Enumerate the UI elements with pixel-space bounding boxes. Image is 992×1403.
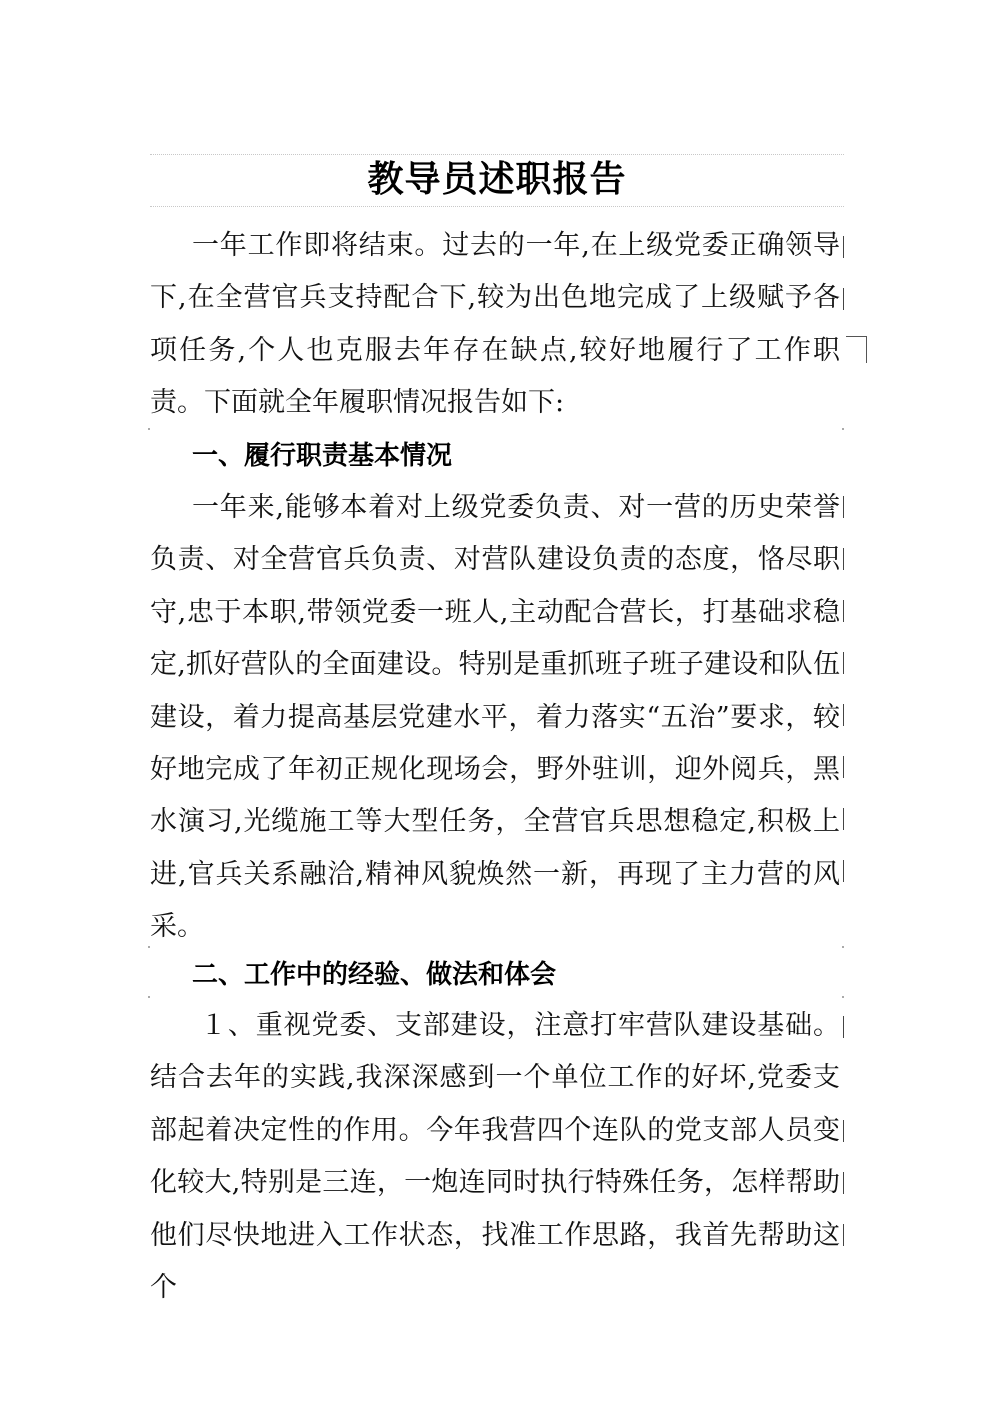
margin-tick	[843, 548, 844, 570]
document-title: 教导员述职报告	[367, 159, 627, 200]
margin-tick	[843, 860, 844, 882]
margin-corner-mark	[846, 336, 867, 363]
intro-paragraph: 一年工作即将结束。过去的一年,在上级党委正确领导下,在全营官兵支持配合下,较为出色地完成了上级赋予各项任务,个人也克服去年存在缺点,较好地履行了工作职责。下面就全年履职情况报告如下:	[150, 230, 840, 419]
margin-tick	[843, 1120, 844, 1142]
paragraph-mark	[842, 946, 844, 948]
paragraph-mark	[148, 996, 150, 998]
margin-tick	[843, 652, 844, 674]
margin-tick	[843, 756, 844, 778]
paragraph-mark	[842, 428, 844, 430]
margin-tick	[843, 288, 844, 310]
section-heading-1: 一、履行职责基本情况	[192, 441, 453, 471]
margin-tick	[843, 704, 844, 726]
title-bottom-rule	[150, 206, 844, 207]
margin-tick	[843, 496, 844, 518]
margin-tick	[843, 1016, 844, 1038]
paragraph-mark	[148, 428, 150, 430]
margin-tick	[843, 1172, 844, 1194]
paragraph-mark	[148, 946, 150, 948]
section-heading-2: 二、工作中的经验、做法和体会	[192, 960, 557, 990]
section-2-paragraph: １、重视党委、支部建设，注意打牢营队建设基础。结合去年的实践,我深深感到一个单位工作的好坏,党委支部起着决定性的作用。今年我营四个连队的党支部人员变化较大,特别是三连，一炮连同时执行特殊任务，怎样帮助他们尽快地进入工作状态，找准工作思路，我首先帮助这个	[150, 1010, 840, 1304]
margin-tick	[843, 1224, 844, 1246]
margin-tick	[843, 236, 844, 258]
margin-tick	[843, 600, 844, 622]
paragraph-mark	[842, 996, 844, 998]
margin-tick	[843, 808, 844, 830]
section-1-paragraph: 一年来,能够本着对上级党委负责、对一营的历史荣誉负责、对全营官兵负责、对营队建设负责的态度，恪尽职守,忠于本职,带领党委一班人,主动配合营长，打基础求稳定,抓好营队的全面建设。特别是重抓班子班子建设和队伍建设，着力提高基层党建水平，着力落实“五治”要求，较好地完成了年初正规化现场会，野外驻训，迎外阅兵，黑水演习,光缆施工等大型任务，全营官兵思想稳定,积极上进,官兵关系融洽,精神风貌焕然一新，再现了主力营的风采。	[150, 492, 840, 943]
